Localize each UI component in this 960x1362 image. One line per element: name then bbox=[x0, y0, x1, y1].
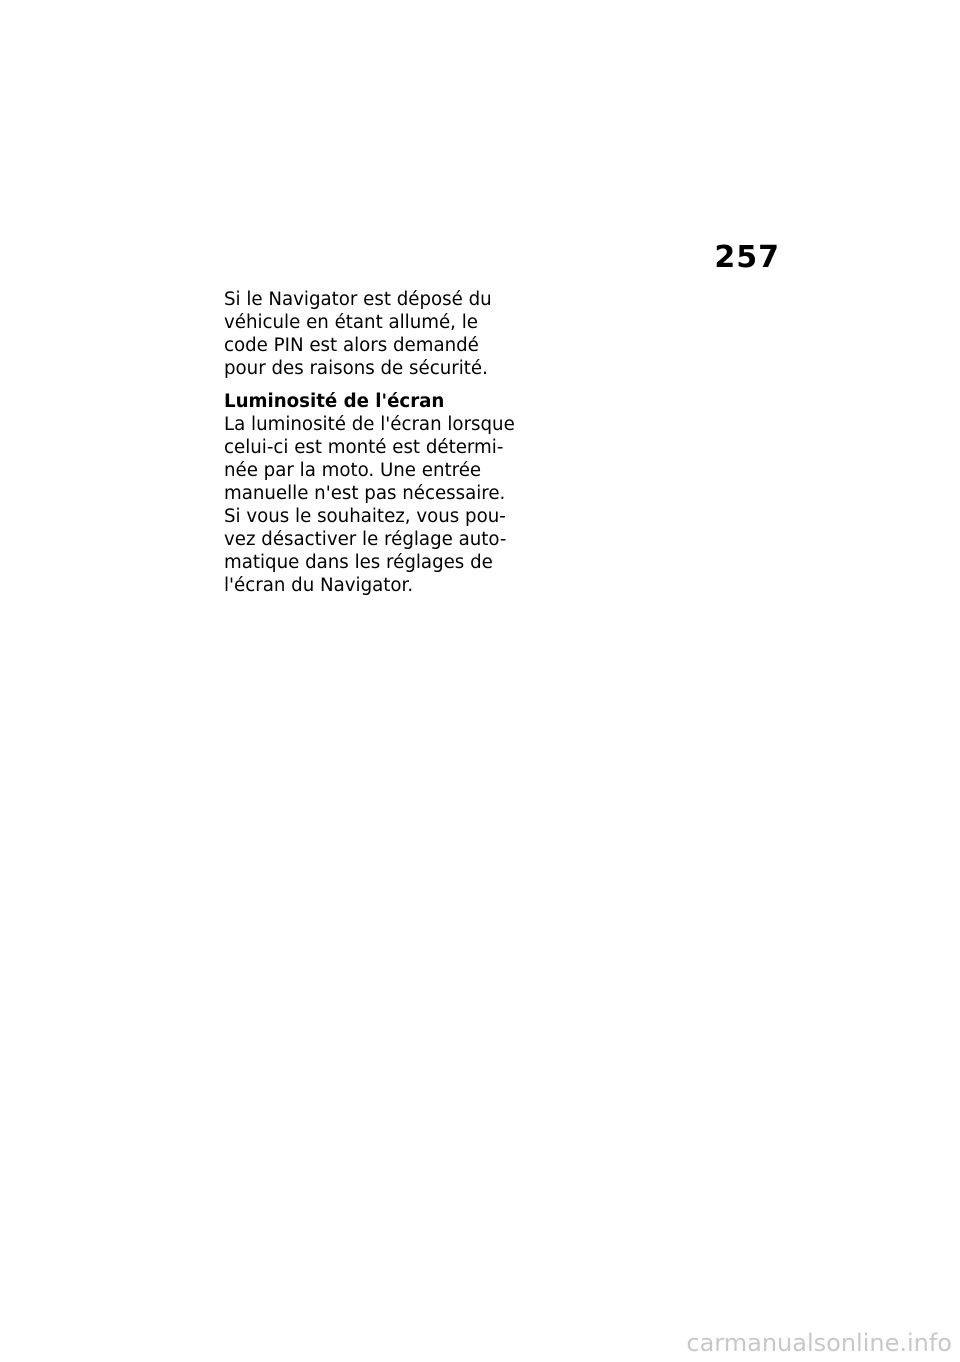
text-line: vez désactiver le réglage auto- bbox=[224, 529, 507, 550]
text-line: matique dans les réglages de bbox=[224, 552, 493, 573]
text-line: Si le Navigator est déposé du bbox=[224, 289, 492, 310]
text-column bbox=[224, 288, 514, 607]
text-line: l'écran du Navigator. bbox=[224, 575, 414, 596]
text-line: celui-ci est monté est détermi- bbox=[224, 437, 504, 458]
text-line: La luminosité de l'écran lorsque bbox=[224, 414, 515, 435]
text-line: pour des raisons de sécurité. bbox=[224, 358, 488, 379]
text-line: véhicule en étant allumé, le bbox=[224, 312, 478, 333]
text-line: née par la moto. Une entrée bbox=[224, 460, 482, 481]
section-screen-brightness bbox=[224, 390, 514, 597]
text-line: code PIN est alors demandé bbox=[224, 335, 479, 356]
text-line: Si vous le souhaitez, vous pou- bbox=[224, 506, 506, 527]
paragraph-pin-notice bbox=[224, 288, 514, 380]
page-number: 257 bbox=[714, 240, 780, 275]
text-line: manuelle n'est pas nécessaire. bbox=[224, 483, 506, 504]
section-heading: Luminosité de l'écran bbox=[224, 391, 445, 412]
watermark: carmanualsonline.info bbox=[686, 1329, 952, 1357]
